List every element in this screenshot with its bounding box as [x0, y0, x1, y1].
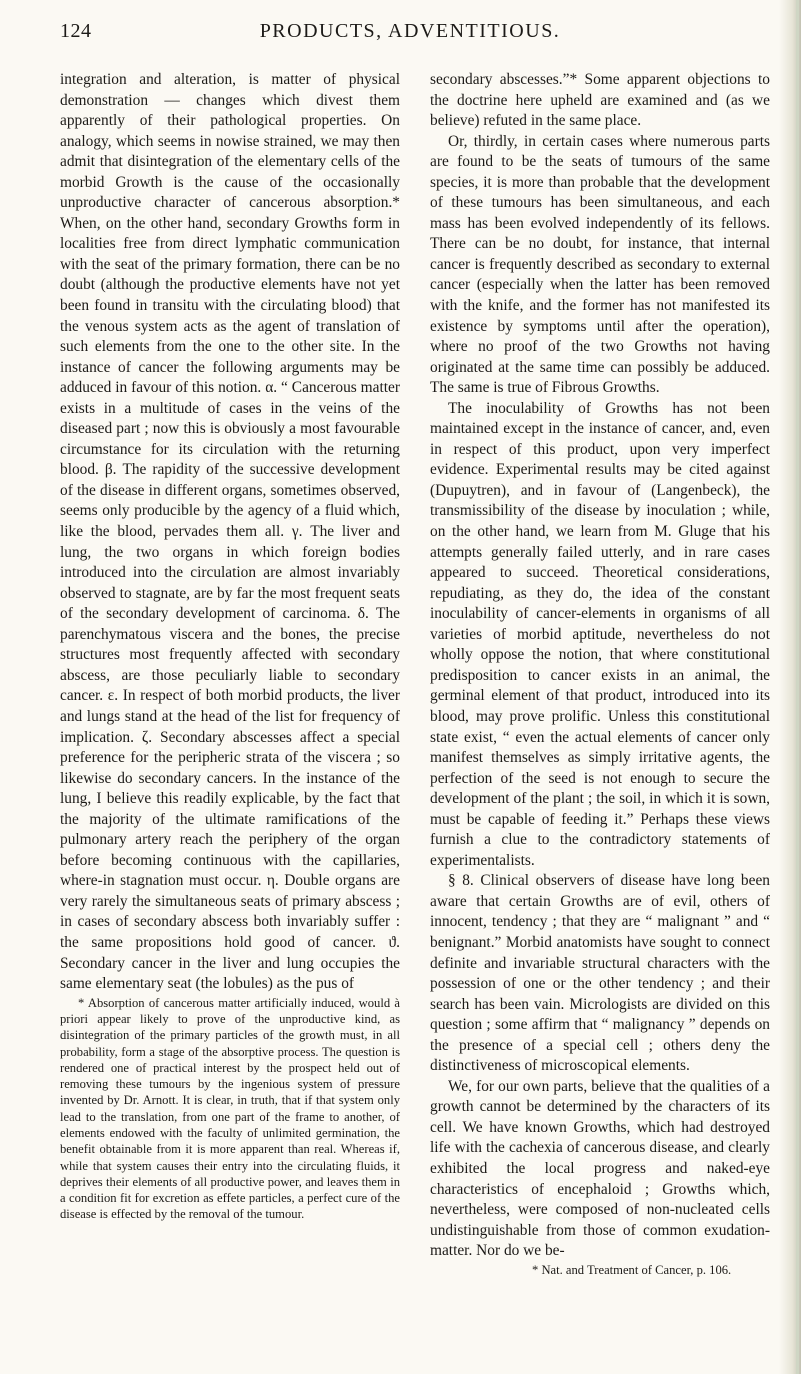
body-paragraph: integration and alteration, is matter of physical demonstration — changes which divest them apparently of their pathological properties. On analogy, which seems in nowise strained, we may then admit that disintegration of the elementary cells of the morbid Growth is the cause of the occasionally unproductive character of cancerous absorption.* When, on the other hand, secondary Growths form in localities free from direct lymphatic communication with the seat of the primary formation, there can be no doubt (although the productive elements have not yet been found in transitu with the circulating blood) that the venous system acts as the agent of translation of such elements from the one to the other site. In the instance of cancer the following arguments may be adduced in favour of this notion. α. “ Cancerous matter exists in a multitude of cases in the veins of the diseased part ; now this is obviously a most favourable circumstance for its circulation with the returning blood. β. The rapidity of the successive development of the disease in different organs, sometimes observed, seems only producible by the agency of a fluid which, like the blood, pervades them all. γ. The liver and lung, the two organs in which foreign bodies introduced into the circulation are almost invariably observed to stagnate, are by far the most frequent seats of the secondary development of carcinoma. δ. The parenchymatous viscera and the bones, the precise structures most frequently affected with secondary abscess, are those peculiarly liable to secondary cancer. ε. In respect of both morbid products, the liver and lungs stand at the head of the list for frequency of implication. ζ. Secondary abscesses affect a special preference for the peripheric strata of the viscera ; so likewise do secondary cancers. In the instance of the lung, I believe this readily explicable, by the fact that the majority of the ultimate ramifications of the pulmonary artery reach the periphery of the organ before becoming continuous with the capillaries, where-in stagnation must occur. η. Double organs are very rarely the simultaneous seats of primary abscess ; in cases of secondary abscess both invariably suffer : the same propositions hold good of cancer. ϑ. Secondary cancer in the liver and lung occupies the same elementary seat (the lobules) as the pus of [60, 71, 400, 993]
page-edge-line [796, 0, 799, 1374]
running-title: PRODUCTS, ADVENTITIOUS. [259, 20, 561, 42]
body-paragraph: secondary abscesses.”* Some apparent objections to the doctrine here upheld are examined and (as we believe) refuted in the same place. [430, 71, 770, 130]
body-paragraph: Or, thirdly, in certain cases where numerous parts are found to be the seats of tumours of the same species, it is more than probable that the development of these tumours has been simultaneous, and each mass has been evolved independently of its fellows. There can be no doubt, for instance, that internal cancer is frequently described as secondary to external cancer (especially when the latter has been removed with the knife, and the former has not manifested its existence by symptoms until after the operation), where no proof of the two Growths not having originated at the same time can possibly be adduced. The same is true of Fibrous Growths. [430, 132, 770, 397]
page-number: 124 [60, 20, 92, 42]
page-header [60, 14, 760, 40]
body-paragraph: We, for our own parts, believe that the qualities of a growth cannot be determined by the characters of its cell. We have known Growths, which had destroyed life with the cachexia of cancerous disease, and clearly exhibited the local progress and naked-eye characteristics of encephaloid ; Growths which, nevertheless, were composed of non-nucleated cells undistinguishable from those of common exudation-matter. Nor do we be- [430, 1077, 770, 1260]
right-column [430, 70, 770, 1278]
left-column [60, 70, 400, 1223]
section-paragraph: § 8. Clinical observers of disease have long been aware that certain Growths are of evil, others of innocent, tendency ; that they are “ malignant ” and “ benignant.” Morbid anatomists have sought to connect definite and invariable structural characters with the possession of one or the other tendency ; and their search has been vain. Micrologists are divided on this question ; some affirm that “ malignancy ” depends on the presence of a special cell ; others deny the distinctiveness of microscopical elements. [430, 872, 770, 1075]
body-paragraph: The inoculability of Growths has not been maintained except in the instance of cancer, and, even in respect of this product, upon very imperfect evidence. Experimental results may be cited against (Dupuytren), and in favour of (Langenbeck), the transmissibility of the disease by inoculation ; while, on the other hand, we learn from M. Gluge that his attempts generally failed utterly, and in rare cases appeared to succeed. Theoretical considerations, repudiating, as they do, the idea of the constant inoculability of cancer-elements in organisms of all varieties of morbid aptitude, nevertheless do not wholly oppose the notion, that where constitutional predisposition to cancer exists in an animal, the germinal element of that product, introduced into its blood, may prove prolific. Unless this constitutional state exist, “ even the actual elements of cancer only manifest themselves as simply irritative agents, the perfection of the seed is not enough to secure the development of the plant ; the soil, in which it is sown, must be capable of feeding it.” Perhaps these views furnish a clue to the contradictory statements of experimentalists. [430, 399, 770, 869]
footnote: * Nat. and Treatment of Cancer, p. 106. [532, 1262, 732, 1277]
footnote: * Absorption of cancerous matter artificially induced, would à priori appear likely to prove of the unproductive kind, as disintegration of the primary particles of the growth must, in all probability, form a stage of the absorptive process. The question is rendered one of practical interest by the prospect held out of removing these tumours by the ingenious system of pressure invented by Dr. Arnott. It is clear, in truth, that if that system only lead to the translation, from one part of the frame to another, of elements endowed with the faculty of unlimited germination, the benefit obtainable from it is more apparent than real. Whereas if, while that system causes their entry into the circulating fluids, it deprives their elements of all productive power, and leaves them in a condition fit for excretion as effete particles, a perfect cure of the disease is effected by the removal of the tumour. [60, 995, 400, 1222]
